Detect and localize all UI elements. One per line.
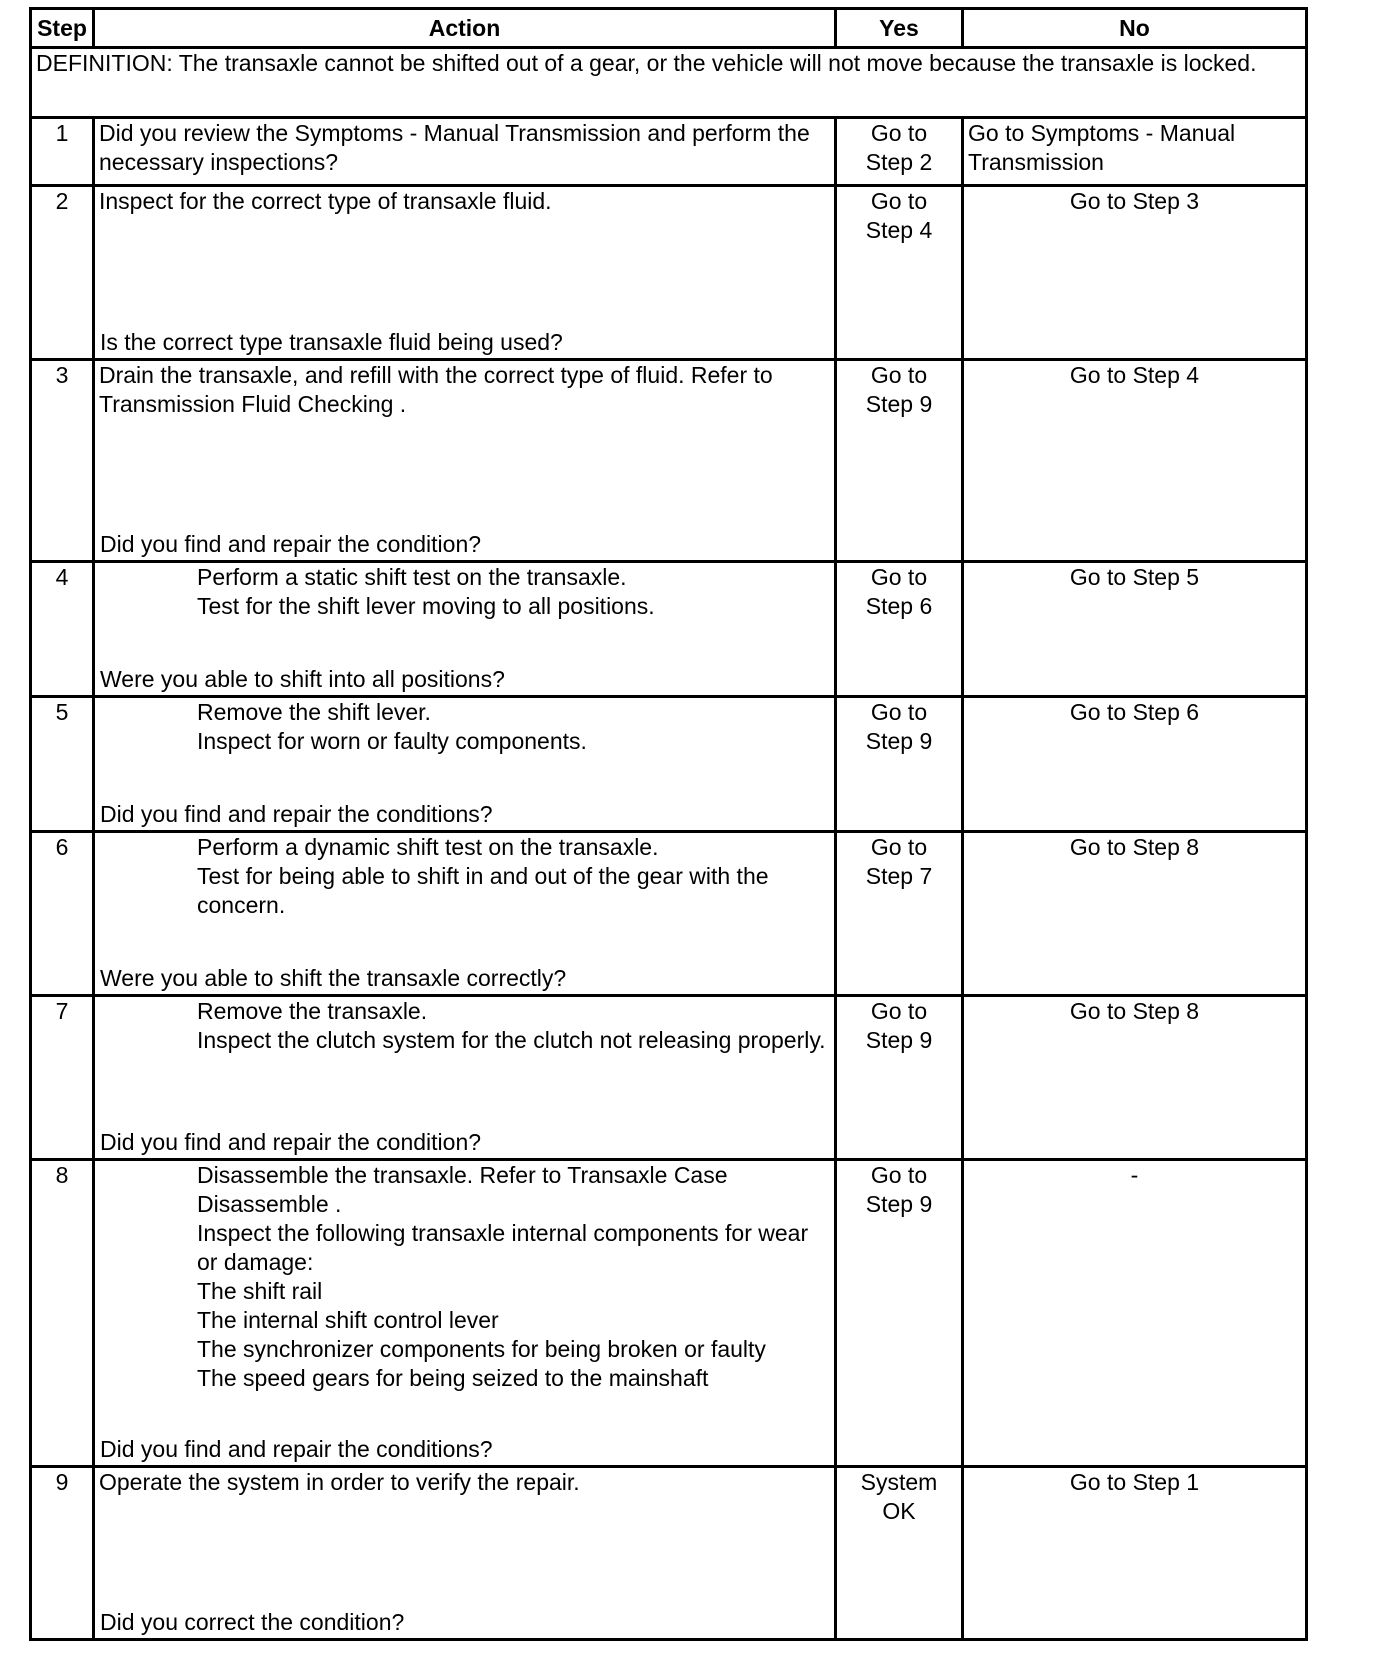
table-row [31,697,1307,832]
yes-line: Step 9 [865,391,933,418]
table-row [31,1159,1307,1466]
yes-line: Step 7 [865,863,933,890]
table-row [31,1466,1307,1639]
no-cell: - [963,1159,1307,1466]
action-cell [94,117,836,186]
yes-line: Go to [870,997,928,1024]
step-number: 8 [31,1159,94,1466]
instruction-text: Test for being able to shift in and out of the gear with the concern. [197,863,769,919]
question-text: Did you find and repair the conditions? [100,801,493,828]
yes-line: OK [882,1497,916,1524]
header-step: Step [31,9,94,48]
instruction-text: Inspect the following transaxle internal components for wear or damage: [197,1219,809,1275]
table-row [31,186,1307,360]
step-number: 2 [31,186,94,360]
no-cell: Go to Step 8 [963,995,1307,1159]
question-text: Did you correct the condition? [100,1609,405,1635]
yes-cell [836,832,963,996]
question-text: Were you able to shift the transaxle correctly? [100,964,567,991]
step-number: 9 [31,1466,94,1639]
instruction-text: Disassemble the transaxle. Refer to Transaxle Case Disassemble . [197,1161,728,1217]
instruction-text: The synchronizer components for being broken or faulty [197,1335,766,1362]
no-cell: Go to Step 6 [963,697,1307,832]
yes-line: Go to [870,1161,928,1188]
instruction-text: Drain the transaxle, and refill with the correct type of fluid. Refer to Transmission Fluid Checking . [99,362,773,418]
instruction-text: Inspect for worn or faulty components. [197,728,587,755]
step-number: 5 [31,697,94,832]
instruction-text: Did you review the Symptoms - Manual Transmission and perform the necessary inspections? [99,119,810,175]
definition-row [31,48,1307,118]
instruction-text: Inspect the clutch system for the clutch not releasing properly. [197,1026,826,1053]
yes-cell [836,562,963,697]
no-cell: Go to Step 3 [963,186,1307,360]
table-row [31,995,1307,1159]
yes-cell [836,697,963,832]
instruction-text: Test for the shift lever moving to all positions. [197,593,655,620]
instruction-text: Operate the system in order to verify the repair. [99,1468,580,1495]
header-yes: Yes [836,9,963,48]
instruction-text: Perform a static shift test on the transaxle. [197,564,627,591]
question-text: Did you find and repair the conditions? [100,1435,493,1462]
yes-line: Go to [870,188,928,215]
header-action: Action [94,9,836,48]
instruction-text: The shift rail [197,1277,323,1304]
instruction-text: Perform a dynamic shift test on the transaxle. [197,834,659,861]
step-number: 1 [31,117,94,186]
no-cell: Go to Step 4 [963,360,1307,562]
yes-cell [836,117,963,186]
yes-line: Step 9 [865,728,933,755]
header-row [31,9,1307,48]
yes-line: Step 9 [865,1190,933,1217]
no-cell: Go to Step 5 [963,562,1307,697]
yes-line: Step 6 [865,593,933,620]
action-cell [94,562,836,697]
step-number: 3 [31,360,94,562]
definition-text: DEFINITION: The transaxle cannot be shifted out of a gear, or the vehicle will not move because the transaxle is locked. [31,48,1307,118]
question-text: Is the correct type transaxle fluid being used? [100,329,563,356]
action-cell [94,832,836,996]
action-cell [94,995,836,1159]
table-row [31,360,1307,562]
instruction-text: The internal shift control lever [197,1306,499,1333]
action-cell [94,1159,836,1466]
yes-line: Go to [870,834,928,861]
no-cell: Go to Symptoms - Manual Transmission [963,117,1307,186]
action-cell [94,1466,836,1639]
instruction-text: Remove the shift lever. [197,699,431,726]
instruction-text: Remove the transaxle. [197,997,428,1024]
question-text: Did you find and repair the condition? [100,1128,482,1155]
question-text: Were you able to shift into all positions? [100,666,505,693]
action-cell [94,360,836,562]
step-number: 4 [31,562,94,697]
no-cell: Go to Step 1 [963,1466,1307,1639]
question-text: Did you find and repair the condition? [100,531,482,558]
yes-cell [836,995,963,1159]
yes-line: Step 2 [865,148,933,175]
yes-cell [836,360,963,562]
action-cell [94,186,836,360]
step-number: 6 [31,832,94,996]
yes-line: Go to [870,362,928,389]
yes-cell [836,1466,963,1639]
yes-cell [836,1159,963,1466]
table-row [31,117,1307,186]
table-row [31,562,1307,697]
action-cell [94,697,836,832]
no-cell: Go to Step 8 [963,832,1307,996]
diagnostic-table [29,7,1308,1641]
table-row [31,832,1307,996]
yes-line: System [860,1468,938,1495]
instruction-text: Inspect for the correct type of transaxle fluid. [99,188,552,215]
yes-line: Step 4 [865,217,933,244]
yes-cell [836,186,963,360]
yes-line: Go to [870,564,928,591]
yes-line: Go to [870,119,928,146]
header-no: No [963,9,1307,48]
yes-line: Step 9 [865,1026,933,1053]
yes-line: Go to [870,699,928,726]
step-number: 7 [31,995,94,1159]
instruction-text: The speed gears for being seized to the mainshaft [197,1364,709,1391]
